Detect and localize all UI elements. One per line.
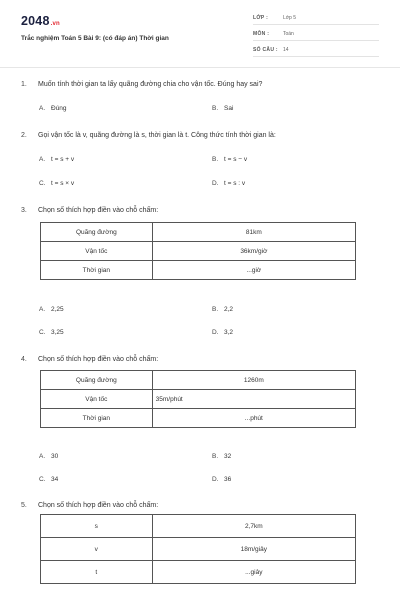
table-cell-value: 81km — [152, 223, 355, 242]
table-cell-label: Thời gian — [41, 409, 153, 428]
question-text: Gọi vận tốc là v, quãng đường là s, thời gian là t. Công thức tính thời gian là: — [38, 132, 276, 139]
table-cell-value: 36km/giờ — [152, 242, 355, 261]
table-cell-label: Thời gian — [41, 261, 153, 280]
table-row — [41, 371, 356, 390]
table-cell-label: Quãng đường — [41, 223, 153, 242]
meta-key: SỐ CÂU : — [253, 47, 278, 53]
brand-name: 2048 — [21, 14, 50, 28]
meta-value: Lớp 5 — [283, 15, 297, 21]
table-cell-label: s — [41, 515, 153, 538]
question-text: Muốn tính thời gian ta lấy quãng đường chia cho vận tốc. Đúng hay sai? — [38, 81, 263, 88]
option-letter: A. — [39, 306, 46, 313]
question-number: 5. — [21, 502, 27, 509]
meta-key: LỚP : — [253, 15, 269, 21]
meta-value: 14 — [283, 47, 289, 53]
option-letter: C. — [39, 476, 46, 483]
q2-option-c[interactable] — [39, 180, 74, 187]
question-number: 4. — [21, 356, 27, 363]
option-text: 2,25 — [51, 306, 64, 313]
option-letter: B. — [212, 105, 219, 112]
q3-data-table — [40, 222, 356, 280]
option-text: Đúng — [51, 105, 67, 112]
q4-option-b[interactable] — [212, 453, 231, 460]
table-cell-label: v — [41, 538, 153, 561]
q4-option-d[interactable] — [212, 476, 231, 483]
question-number: 1. — [21, 81, 27, 88]
table-row — [41, 561, 356, 584]
table-cell-value: 1260m — [152, 371, 355, 390]
option-letter: A. — [39, 453, 46, 460]
option-letter: B. — [212, 306, 219, 313]
option-text: Sai — [224, 105, 234, 112]
table-cell-value: 18m/giây — [152, 538, 355, 561]
option-text: t = s + v — [51, 156, 75, 163]
option-letter: A. — [39, 156, 46, 163]
option-letter: D. — [212, 180, 219, 187]
table-cell-label: t — [41, 561, 153, 584]
document-header — [0, 0, 400, 68]
q3-option-c[interactable] — [39, 329, 64, 336]
option-text: 34 — [51, 476, 59, 483]
table-cell-value: 2,7km — [152, 515, 355, 538]
q2-option-d[interactable] — [212, 180, 245, 187]
table-row — [41, 223, 356, 242]
option-text: 3,2 — [224, 329, 234, 336]
table-row — [41, 409, 356, 428]
option-letter: D. — [212, 329, 219, 336]
q2-option-a[interactable] — [39, 156, 74, 163]
meta-row-count — [253, 44, 379, 57]
q4-option-c[interactable] — [39, 476, 58, 483]
table-cell-label: Vận tốc — [41, 242, 153, 261]
brand-logo[interactable] — [21, 14, 60, 28]
q1-option-a[interactable] — [39, 105, 67, 112]
option-letter: C. — [39, 329, 46, 336]
option-text: 36 — [224, 476, 232, 483]
q3-option-d[interactable] — [212, 329, 233, 336]
meta-key: MÔN : — [253, 31, 270, 37]
option-letter: B. — [212, 156, 219, 163]
table-cell-label: Vận tốc — [41, 390, 153, 409]
table-cell-value: ...phút — [152, 409, 355, 428]
q4-option-a[interactable] — [39, 453, 58, 460]
option-letter: B. — [212, 453, 219, 460]
question-number: 3. — [21, 207, 27, 214]
option-letter: C. — [39, 180, 46, 187]
q2-option-b[interactable] — [212, 156, 247, 163]
option-text: 2,2 — [224, 306, 234, 313]
option-text: t = s − v — [224, 156, 248, 163]
table-cell-value: ...giờ — [152, 261, 355, 280]
option-text: t = s × v — [51, 180, 75, 187]
option-text: 32 — [224, 453, 232, 460]
meta-value: Toán — [283, 31, 294, 37]
q5-data-table — [40, 514, 356, 584]
table-row — [41, 242, 356, 261]
option-text: 3,25 — [51, 329, 64, 336]
question-text: Chọn số thích hợp điền vào chỗ chấm: — [38, 356, 159, 363]
table-row — [41, 261, 356, 280]
option-letter: D. — [212, 476, 219, 483]
table-cell-value: ...giây — [152, 561, 355, 584]
question-text: Chọn số thích hợp điền vào chỗ chấm: — [38, 502, 159, 509]
option-text: t = s : v — [224, 180, 246, 187]
question-text: Chọn số thích hợp điền vào chỗ chấm: — [38, 207, 159, 214]
q4-data-table — [40, 370, 356, 428]
table-row — [41, 538, 356, 561]
table-row — [41, 515, 356, 538]
option-letter: A. — [39, 105, 46, 112]
q3-option-b[interactable] — [212, 306, 233, 313]
meta-row-class — [253, 12, 379, 25]
q3-option-a[interactable] — [39, 306, 64, 313]
meta-row-subject — [253, 28, 379, 41]
table-cell-value: 35m/phút — [152, 390, 355, 409]
option-text: 30 — [51, 453, 59, 460]
table-row — [41, 390, 356, 409]
question-number: 2. — [21, 132, 27, 139]
document-title: Trắc nghiệm Toán 5 Bài 9: (có đáp án) Thời gian — [21, 35, 169, 42]
brand-domain: .vn — [50, 21, 60, 27]
table-cell-label: Quãng đường — [41, 371, 153, 390]
q1-option-b[interactable] — [212, 105, 233, 112]
